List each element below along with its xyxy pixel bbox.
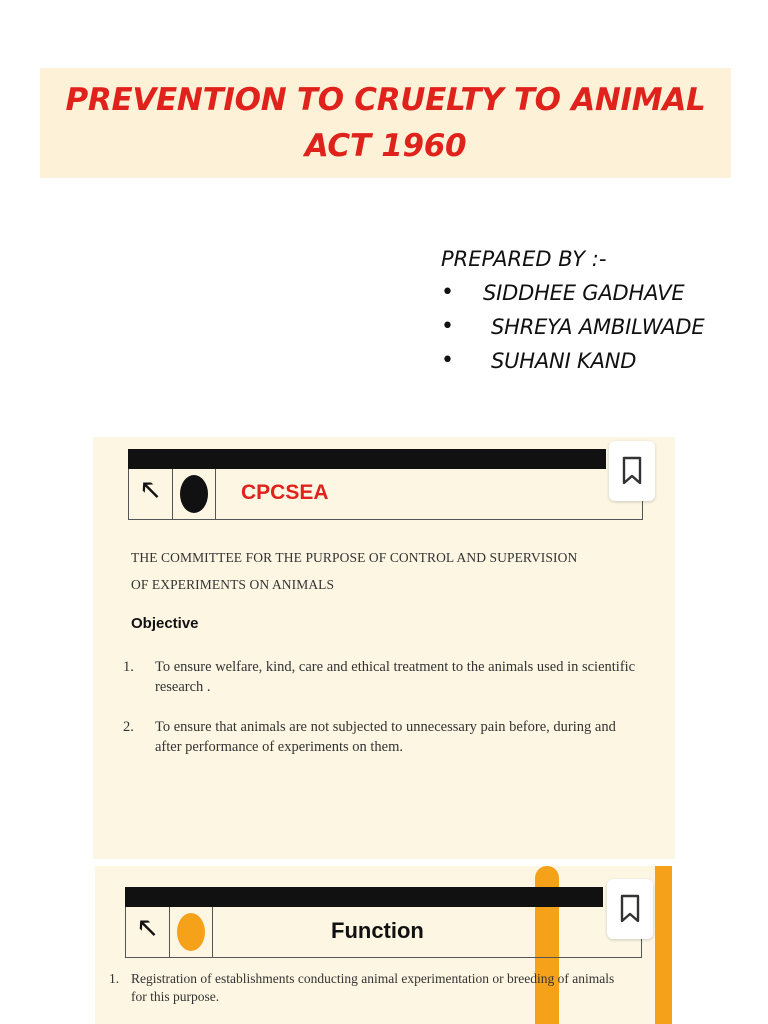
cpcsea-objective-image [93, 437, 675, 859]
title-banner [40, 68, 731, 178]
author-name: SIDDHEE GADHAVE [483, 281, 685, 305]
item-text: To ensure welfare, kind, care and ethical treatment to the animals used in scientific research . [155, 659, 636, 695]
objective-heading: Objective [131, 615, 199, 632]
bullet-icon: • [441, 280, 454, 305]
committee-description [131, 544, 577, 598]
author-name: SHREYA AMBILWADE [491, 315, 705, 339]
orange-dot-icon [177, 913, 205, 951]
bullet-icon: • [441, 314, 454, 339]
dot-cell [172, 469, 216, 519]
header-frame [128, 469, 643, 520]
objective-item [123, 657, 643, 697]
bookmark-icon [619, 894, 641, 924]
author-name: SUHANI KAND [491, 349, 637, 373]
item-number: 2. [123, 719, 134, 735]
item-text: Registration of establishments conducting animal experimentation or breeding of animals for this purpose. [131, 971, 615, 1004]
dot-cell [169, 907, 213, 957]
committee-line: THE COMMITTEE FOR THE PURPOSE OF CONTROL AND SUPERVISION [131, 550, 578, 565]
page-title-line-2: ACT 1960 [304, 128, 467, 164]
item-text: To ensure that animals are not subjected to unnecessary pain before, during and after performance of experiments on them. [155, 719, 616, 755]
item-number: 1. [123, 659, 134, 675]
author-item [441, 344, 761, 378]
arrow-up-left-icon: 🡔 [141, 476, 160, 506]
arrow-up-left-icon: 🡔 [138, 914, 157, 944]
bookmark-button[interactable] [607, 879, 653, 939]
author-item [441, 276, 761, 310]
committee-line: OF EXPERIMENTS ON ANIMALS [131, 577, 335, 592]
function-label: Function [331, 918, 424, 943]
cpcsea-label: CPCSEA [241, 481, 329, 504]
page-title-line-1: PREVENTION TO CRUELTY TO ANIMAL [65, 82, 706, 118]
item-number: 1. [109, 971, 120, 986]
function-image [95, 866, 672, 1024]
author-item [441, 310, 761, 344]
objective-item [123, 717, 643, 757]
header-frame [125, 907, 642, 958]
bookmark-button[interactable] [609, 441, 655, 501]
function-item [109, 970, 619, 1006]
arrow-cell [129, 469, 173, 519]
prepared-by-heading: PREPARED BY :- [441, 247, 607, 271]
orange-stripe [655, 866, 672, 1024]
header-black-bar [128, 449, 606, 469]
bookmark-icon [621, 456, 643, 486]
black-dot-icon [180, 475, 208, 513]
arrow-cell [126, 907, 170, 957]
header-black-bar [125, 887, 603, 907]
prepared-by-block [441, 242, 761, 378]
bullet-icon: • [441, 348, 454, 373]
